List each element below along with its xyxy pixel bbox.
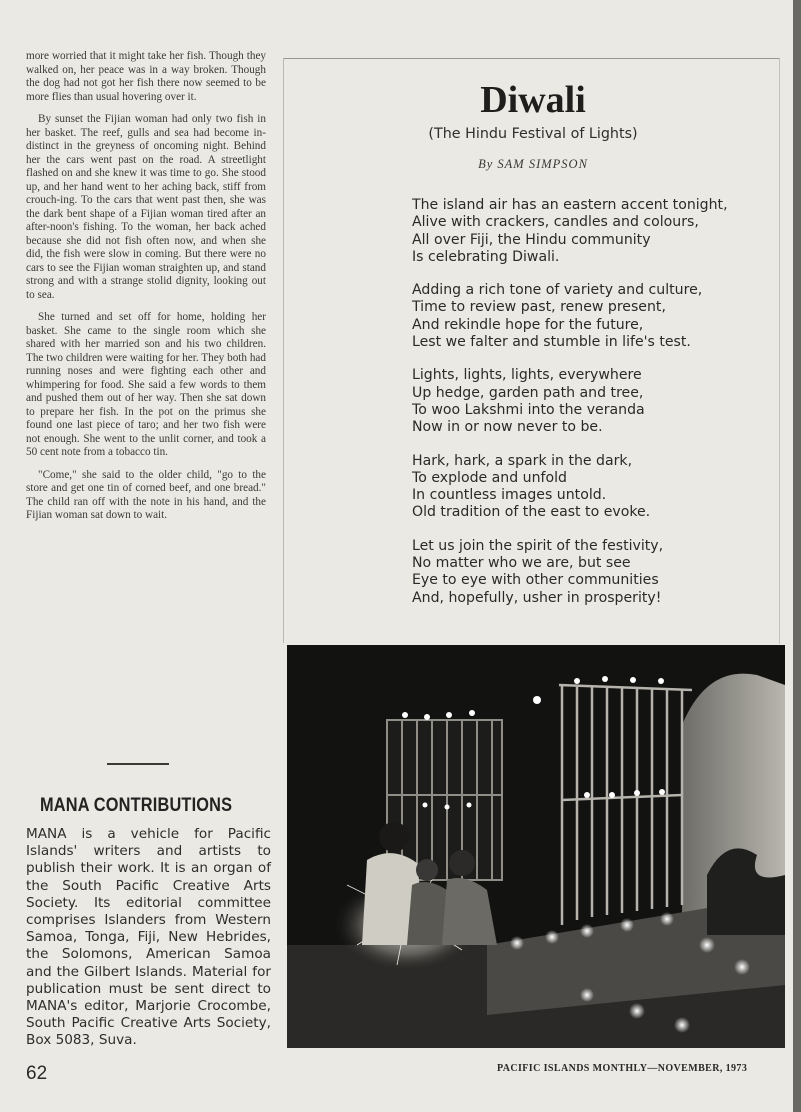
poem-line: Old tradition of the east to evoke. <box>412 504 651 521</box>
contributions-body: MANA is a vehicle for Pacific Islands' writers and artists to publish their work. It is an organ of the South Pacific Creative Arts Society. Its editorial committee comprises Islanders from Western Samoa, Tonga, Fiji, New Hebrides, the Solomons, American Samoa and the Gilbert Islands. Material for publication must be sent direct to MANA's editor, Marjorie Crocombe, South Pacific Creative Arts Society, Box 5083, Suva. <box>26 826 271 1049</box>
poem-line: Hark, hark, a spark in the dark, <box>412 452 633 469</box>
poem-line: Is celebrating Diwali. <box>412 248 560 265</box>
page-number: 62 <box>26 1063 48 1084</box>
poem-line: No matter who we are, but see <box>412 555 631 572</box>
poem-line: Now in or now never to be. <box>412 419 603 436</box>
poem-line: Lest we falter and stumble in life's test. <box>412 334 691 351</box>
story-paragraph: By sunset the Fijian woman had only two fish in her basket. The reef, gulls and sea had become in-distinct in the greyness of oncoming night. Behind her the cars went past on the road. A streetlight flashed on and she knew it was time to go. She stood up, and her hand went to her aching back, stiff from crouch-ing. To the cars that went past then, she was the dark bent shape of a Fijian woman tired after an after-noon's fishing. To the woman, her back ached because she did not fish often now, and when she did, the fish were slow in coming. But there were no cars to see the Fijian woman straighten up, and stand strong and with a strange stolid dignity, looking out to sea. <box>26 113 266 301</box>
poem-line: And rekindle hope for the future, <box>412 316 644 333</box>
poem-line: And, hopefully, usher in prosperity! <box>412 589 662 606</box>
poem-stanza <box>412 197 782 266</box>
section-divider <box>107 763 169 765</box>
poem-line: Lights, lights, lights, everywhere <box>412 367 642 384</box>
page-edge <box>793 0 801 1112</box>
poem-body <box>412 197 782 623</box>
poem-stanza <box>412 367 782 436</box>
poem-line: Adding a rich tone of variety and culture, <box>412 282 703 299</box>
column-rule <box>283 58 284 643</box>
poem-byline: By SAM SIMPSON <box>478 157 588 171</box>
story-paragraph: more worried that it might take her fish. Though they walked on, her peace was in a way broken. Though the dog had not got her fish there now seemed to be more flies than usual hovering over it. <box>26 50 266 103</box>
poem-line: Up hedge, garden path and tree, <box>412 384 644 401</box>
poem-line: To explode and unfold <box>412 469 567 486</box>
poem-line: The island air has an eastern accent tonight, <box>412 197 728 213</box>
poem-subtitle: (The Hindu Festival of Lights) <box>428 126 638 142</box>
story-paragraph: "Come," she said to the older child, "go to the store and get one tin of corned beef, and one bread." The child ran off with the note in his hand, and the Fijian woman sat down to wait. <box>26 468 266 521</box>
story-column <box>26 50 266 532</box>
poem-stanza <box>412 538 782 607</box>
running-footer: PACIFIC ISLANDS MONTHLY—NOVEMBER, 1973 <box>497 1063 748 1074</box>
story-paragraph: She turned and set off for home, holding her basket. She came to the single room which she shared with her married son and his two children. The two children were waiting for her. They both had running noses and were fighting each other and whimpering for food. She said a few words to them and pushed them out of her way. Then she sat down to prepare her fish. In the pot on the primus she found one last piece of taro; and her two fish were not enough. She went to the unlit corner, and took a 50 cent note from a tobacco tin. <box>26 311 266 458</box>
poem-line: All over Fiji, the Hindu community <box>412 231 651 248</box>
poem-line: Alive with crackers, candles and colours, <box>412 214 699 231</box>
poem-title: Diwali <box>480 79 586 121</box>
poem-stanza <box>412 282 782 351</box>
poem-line: In countless images untold. <box>412 487 607 504</box>
poem-line: Eye to eye with other communities <box>412 572 659 589</box>
poem-stanza <box>412 453 782 522</box>
poem-line: Let us join the spirit of the festivity, <box>412 537 664 554</box>
contributions-heading: MANA CONTRIBUTIONS <box>40 795 233 816</box>
poem-line: To woo Lakshmi into the veranda <box>412 401 645 418</box>
poem-line: Time to review past, renew present, <box>412 299 666 316</box>
photo-illustration <box>287 645 785 1048</box>
diwali-photo <box>287 645 785 1048</box>
